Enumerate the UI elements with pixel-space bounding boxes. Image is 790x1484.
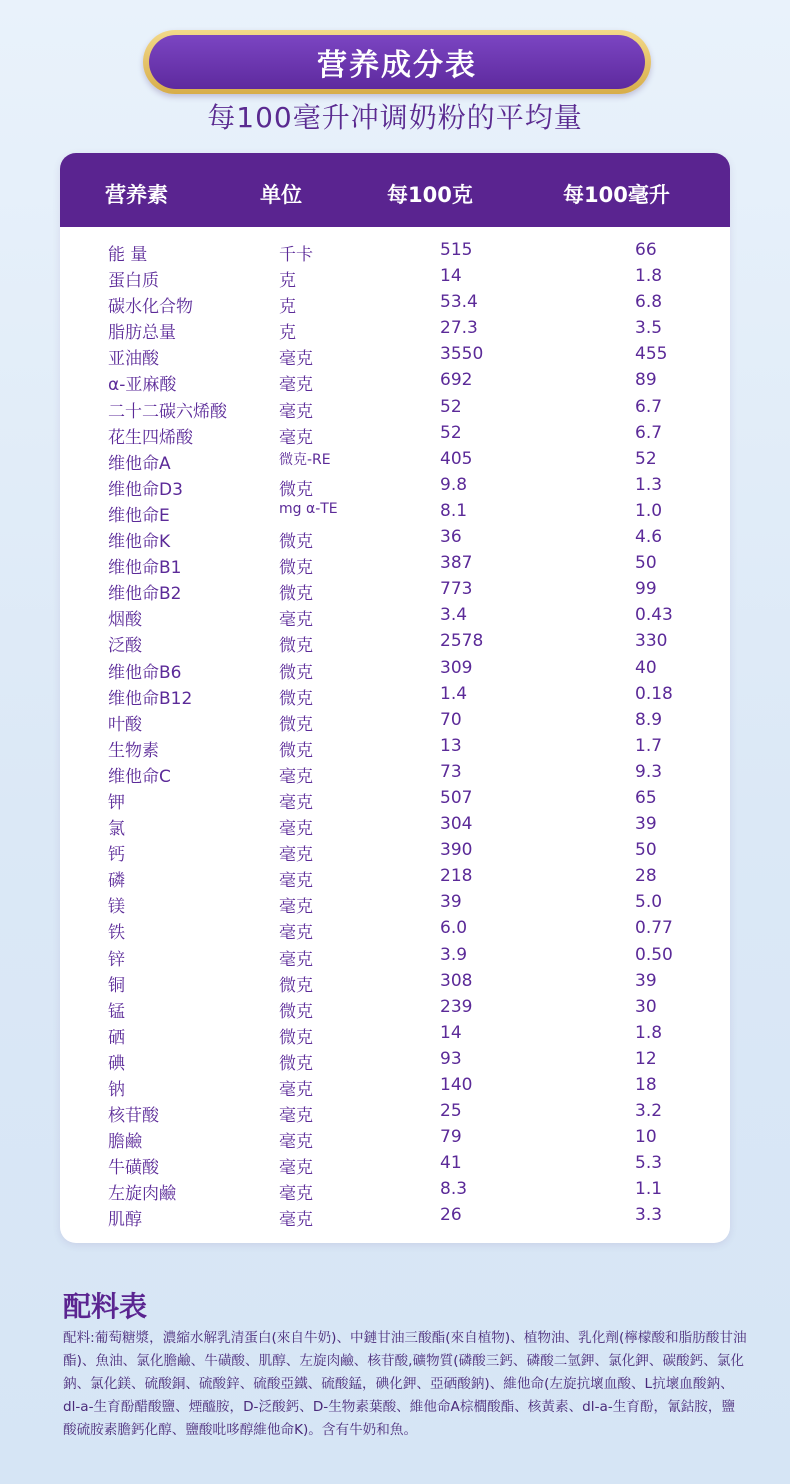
per-100g-value: 3550 (440, 344, 484, 365)
per-100g-value: 36 (440, 527, 462, 548)
nutrition-table-card (60, 153, 730, 1243)
per-100ml-value: 99 (635, 579, 657, 600)
unit: 微克 (279, 532, 313, 553)
column-header-nutrient: 营养素 (105, 183, 168, 207)
unit: 毫克 (279, 610, 313, 631)
per-100ml-value: 6.8 (635, 292, 663, 313)
table-row (60, 1124, 730, 1153)
table-row (60, 1098, 730, 1127)
per-100ml-value: 0.50 (635, 944, 673, 965)
nutrient-name: 能 量 (108, 245, 148, 265)
nutrient-name: 牛磺酸 (108, 1158, 159, 1179)
ingredients-heading: 配料表 (63, 1290, 148, 1323)
per-100ml-value: 9.3 (635, 761, 663, 782)
table-row (60, 1072, 730, 1098)
table-row (60, 446, 730, 472)
nutrient-name: 花生四烯酸 (108, 427, 193, 448)
unit: 毫克 (279, 401, 313, 422)
per-100g-value: 692 (440, 370, 473, 391)
nutrient-name: 叶酸 (108, 714, 142, 735)
table-row (60, 472, 730, 498)
unit: 微克 (279, 479, 313, 500)
per-100ml-value: 3.5 (635, 318, 663, 339)
table-row (60, 942, 730, 968)
nutrient-name: 生物素 (108, 740, 159, 761)
table-row (60, 889, 730, 918)
nutrient-name: 脂肪总量 (108, 323, 176, 344)
table-row (60, 863, 730, 892)
unit: 毫克 (279, 819, 313, 840)
unit: 毫克 (279, 1158, 313, 1179)
per-100ml-value: 4.6 (635, 527, 663, 548)
table-row (60, 341, 730, 370)
nutrient-name: 铜 (108, 975, 125, 996)
nutrient-name: 磷 (108, 871, 125, 892)
per-100ml-value: 18 (635, 1075, 657, 1095)
per-100g-value: 405 (440, 448, 473, 469)
unit: 毫克 (279, 897, 313, 918)
per-100ml-value: 50 (635, 553, 657, 574)
nutrient-name: 钾 (108, 792, 125, 813)
unit: 克 (279, 323, 296, 344)
per-100ml-value: 30 (635, 996, 657, 1017)
per-100ml-value: 1.1 (635, 1179, 663, 1200)
table-row (60, 1046, 730, 1072)
nutrient-name: 维他命D3 (108, 479, 183, 500)
table-row (60, 602, 730, 631)
per-100ml-value: 1.0 (635, 500, 663, 521)
unit: 千卡 (279, 245, 313, 265)
nutrient-name: 维他命B12 (108, 688, 193, 709)
per-100ml-value: 3.2 (635, 1101, 663, 1122)
nutrient-name: α-亚麻酸 (108, 375, 177, 396)
per-100ml-value: 28 (635, 866, 657, 887)
table-row (60, 237, 730, 263)
unit: 微克 (279, 975, 313, 996)
per-100g-value: 8.3 (440, 1179, 468, 1200)
table-row (60, 759, 730, 785)
per-100g-value: 3.9 (440, 944, 468, 965)
per-100g-value: 773 (440, 579, 473, 600)
per-100g-value: 41 (440, 1153, 462, 1174)
per-100g-value: 73 (440, 761, 462, 782)
table-row (60, 550, 730, 579)
unit: 微克-RE (279, 451, 331, 468)
nutrient-name: 维他命B6 (108, 662, 182, 683)
table-row (60, 524, 730, 553)
per-100ml-value: 89 (635, 370, 657, 391)
per-100g-value: 53.4 (440, 292, 478, 313)
ingredients-text: 配料:葡萄糖漿，濃縮水解乳清蛋白(來自牛奶)、中鏈甘油三酸酯(來自植物)、植物油、乳化劑(檸檬酸和脂肪酸甘油酯)、魚油、氯化膽鹼、牛磺酸、肌醇、左旋肉鹼、核苷酸,礦物質(磷酸三鈣、磷酸二氫鉀、氯化鉀、碳酸鈣、氯化鈉、氯化鎂、硫酸銅、硫酸鋅、硫酸亞鐵、硫酸錳，碘化鉀、亞硒酸鈉)、維他命(左旋抗壞血酸、L抗壞血酸鈉、dl-a-生育酚醋酸鹽、煙醯胺，D-泛酸鈣、D-生物素葉酸、維他命A棕櫚酸酯、核黃素、dl-a-生育酚，氰鈷胺，鹽酸硫胺素膽鈣化醇、鹽酸吡哆醇維他命K)。含有牛奶和魚。 (63, 1330, 747, 1438)
per-100g-value: 515 (440, 240, 473, 260)
per-100ml-value: 455 (635, 344, 668, 365)
unit: mg α-TE (279, 500, 338, 517)
per-100ml-value: 1.8 (635, 266, 663, 287)
nutrient-name: 锌 (108, 949, 125, 970)
unit: 毫克 (279, 845, 313, 866)
table-row (60, 1150, 730, 1179)
nutrient-name: 泛酸 (108, 636, 142, 657)
per-100g-value: 14 (440, 266, 462, 287)
nutrient-name: 维他命E (108, 505, 170, 526)
table-row (60, 1202, 730, 1231)
per-100g-value: 218 (440, 866, 473, 887)
unit: 毫克 (279, 766, 313, 787)
nutrient-name: 钠 (108, 1080, 125, 1100)
table-row (60, 263, 730, 292)
unit: 克 (279, 297, 296, 318)
nutrient-name: 碘 (108, 1053, 125, 1074)
unit: 毫克 (279, 1184, 313, 1205)
nutrient-name: 氯 (108, 819, 125, 840)
nutrient-name: 膽鹼 (108, 1132, 142, 1153)
unit: 微克 (279, 1001, 313, 1022)
column-header-unit: 单位 (260, 183, 302, 207)
per-100g-value: 309 (440, 657, 473, 678)
table-row (60, 1176, 730, 1205)
per-100ml-value: 6.7 (635, 422, 663, 443)
unit: 微克 (279, 1027, 313, 1048)
table-row (60, 576, 730, 605)
table-row (60, 628, 730, 657)
per-100g-value: 140 (440, 1075, 473, 1095)
nutrient-name: 镁 (108, 897, 125, 918)
per-100g-value: 52 (440, 422, 462, 443)
unit: 毫克 (279, 349, 313, 370)
table-row (60, 915, 730, 944)
table-row (60, 315, 730, 344)
nutrient-name: 蛋白质 (108, 271, 159, 292)
nutrient-name: 烟酸 (108, 610, 142, 631)
unit: 毫克 (279, 1210, 313, 1231)
unit: 毫克 (279, 792, 313, 813)
nutrient-name: 硒 (108, 1027, 125, 1048)
per-100ml-value: 1.7 (635, 735, 663, 756)
per-100g-value: 14 (440, 1022, 462, 1043)
unit: 毫克 (279, 1080, 313, 1100)
unit: 毫克 (279, 923, 313, 944)
per-100g-value: 507 (440, 787, 473, 808)
table-row (60, 420, 730, 446)
unit: 微克 (279, 558, 313, 579)
nutrient-name: 维他命K (108, 532, 171, 553)
unit: 克 (279, 271, 296, 292)
nutrient-name: 维他命B1 (108, 558, 182, 579)
per-100ml-value: 52 (635, 448, 657, 469)
unit: 毫克 (279, 1106, 313, 1127)
nutrient-name: 核苷酸 (108, 1106, 159, 1127)
table-row (60, 1020, 730, 1046)
nutrient-name: 肌醇 (108, 1210, 142, 1231)
per-100ml-value: 39 (635, 814, 657, 835)
per-100g-value: 3.4 (440, 605, 468, 626)
per-100g-value: 93 (440, 1048, 462, 1069)
per-100ml-value: 5.0 (635, 892, 663, 913)
unit: 微克 (279, 688, 313, 709)
per-100ml-value: 0.18 (635, 683, 673, 704)
per-100g-value: 8.1 (440, 500, 468, 521)
unit: 毫克 (279, 949, 313, 970)
nutrient-name: 维他命C (108, 766, 171, 787)
table-row (60, 837, 730, 866)
per-100g-value: 25 (440, 1101, 462, 1122)
nutrient-name: 维他命A (108, 453, 171, 474)
per-100g-value: 2578 (440, 631, 484, 652)
per-100g-value: 390 (440, 840, 473, 861)
table-header (60, 153, 730, 227)
nutrient-name: 二十二碳六烯酸 (108, 401, 227, 422)
table-body (60, 227, 730, 1229)
table-row (60, 811, 730, 840)
per-100g-value: 26 (440, 1205, 462, 1226)
page-subtitle: 每100毫升冲调奶粉的平均量 (207, 101, 583, 134)
column-header-per-100g: 每100克 (387, 183, 473, 207)
per-100ml-value: 3.3 (635, 1205, 663, 1226)
unit: 微克 (279, 1053, 313, 1074)
table-row (60, 968, 730, 994)
nutrient-name: 钙 (108, 845, 125, 866)
unit: 微克 (279, 636, 313, 657)
per-100g-value: 13 (440, 735, 462, 756)
per-100g-value: 239 (440, 996, 473, 1017)
table-row (60, 681, 730, 707)
per-100g-value: 1.4 (440, 683, 468, 704)
column-header-per-100ml: 每100毫升 (563, 183, 670, 207)
per-100ml-value: 50 (635, 840, 657, 861)
per-100ml-value: 1.8 (635, 1022, 663, 1043)
nutrient-name: 碳水化合物 (108, 297, 193, 318)
per-100ml-value: 0.43 (635, 605, 673, 626)
per-100g-value: 387 (440, 553, 473, 574)
per-100ml-value: 8.9 (635, 709, 663, 730)
table-row (60, 707, 730, 733)
table-row (60, 367, 730, 396)
per-100g-value: 304 (440, 814, 473, 835)
per-100ml-value: 40 (635, 657, 657, 678)
unit: 微克 (279, 662, 313, 683)
per-100ml-value: 1.3 (635, 474, 663, 495)
table-row (60, 498, 730, 524)
nutrient-name: 亚油酸 (108, 349, 159, 370)
table-row (60, 785, 730, 811)
unit: 微克 (279, 740, 313, 761)
table-row (60, 655, 730, 681)
unit: 毫克 (279, 375, 313, 396)
table-row (60, 289, 730, 318)
unit: 毫克 (279, 871, 313, 892)
per-100g-value: 308 (440, 970, 473, 991)
per-100g-value: 70 (440, 709, 462, 730)
unit: 微克 (279, 714, 313, 735)
per-100g-value: 52 (440, 396, 462, 417)
per-100ml-value: 0.77 (635, 918, 673, 939)
title-banner-inner (149, 35, 645, 89)
per-100ml-value: 5.3 (635, 1153, 663, 1174)
per-100g-value: 79 (440, 1127, 462, 1148)
nutrient-name: 锰 (108, 1001, 125, 1022)
unit: 微克 (279, 584, 313, 605)
unit: 毫克 (279, 1132, 313, 1153)
per-100ml-value: 12 (635, 1048, 657, 1069)
per-100g-value: 6.0 (440, 918, 468, 939)
table-row (60, 994, 730, 1020)
per-100ml-value: 10 (635, 1127, 657, 1148)
nutrient-name: 铁 (108, 923, 125, 944)
nutrient-name: 左旋肉鹼 (108, 1184, 176, 1205)
per-100ml-value: 65 (635, 787, 657, 808)
per-100g-value: 27.3 (440, 318, 478, 339)
table-row (60, 394, 730, 420)
per-100ml-value: 39 (635, 970, 657, 991)
unit: 毫克 (279, 427, 313, 448)
per-100g-value: 39 (440, 892, 462, 913)
per-100ml-value: 330 (635, 631, 668, 652)
per-100ml-value: 6.7 (635, 396, 663, 417)
per-100g-value: 9.8 (440, 474, 468, 495)
table-row (60, 733, 730, 759)
page-title: 营养成分表 (317, 48, 477, 83)
per-100ml-value: 66 (635, 240, 657, 260)
nutrient-name: 维他命B2 (108, 584, 182, 605)
title-banner (143, 30, 651, 94)
